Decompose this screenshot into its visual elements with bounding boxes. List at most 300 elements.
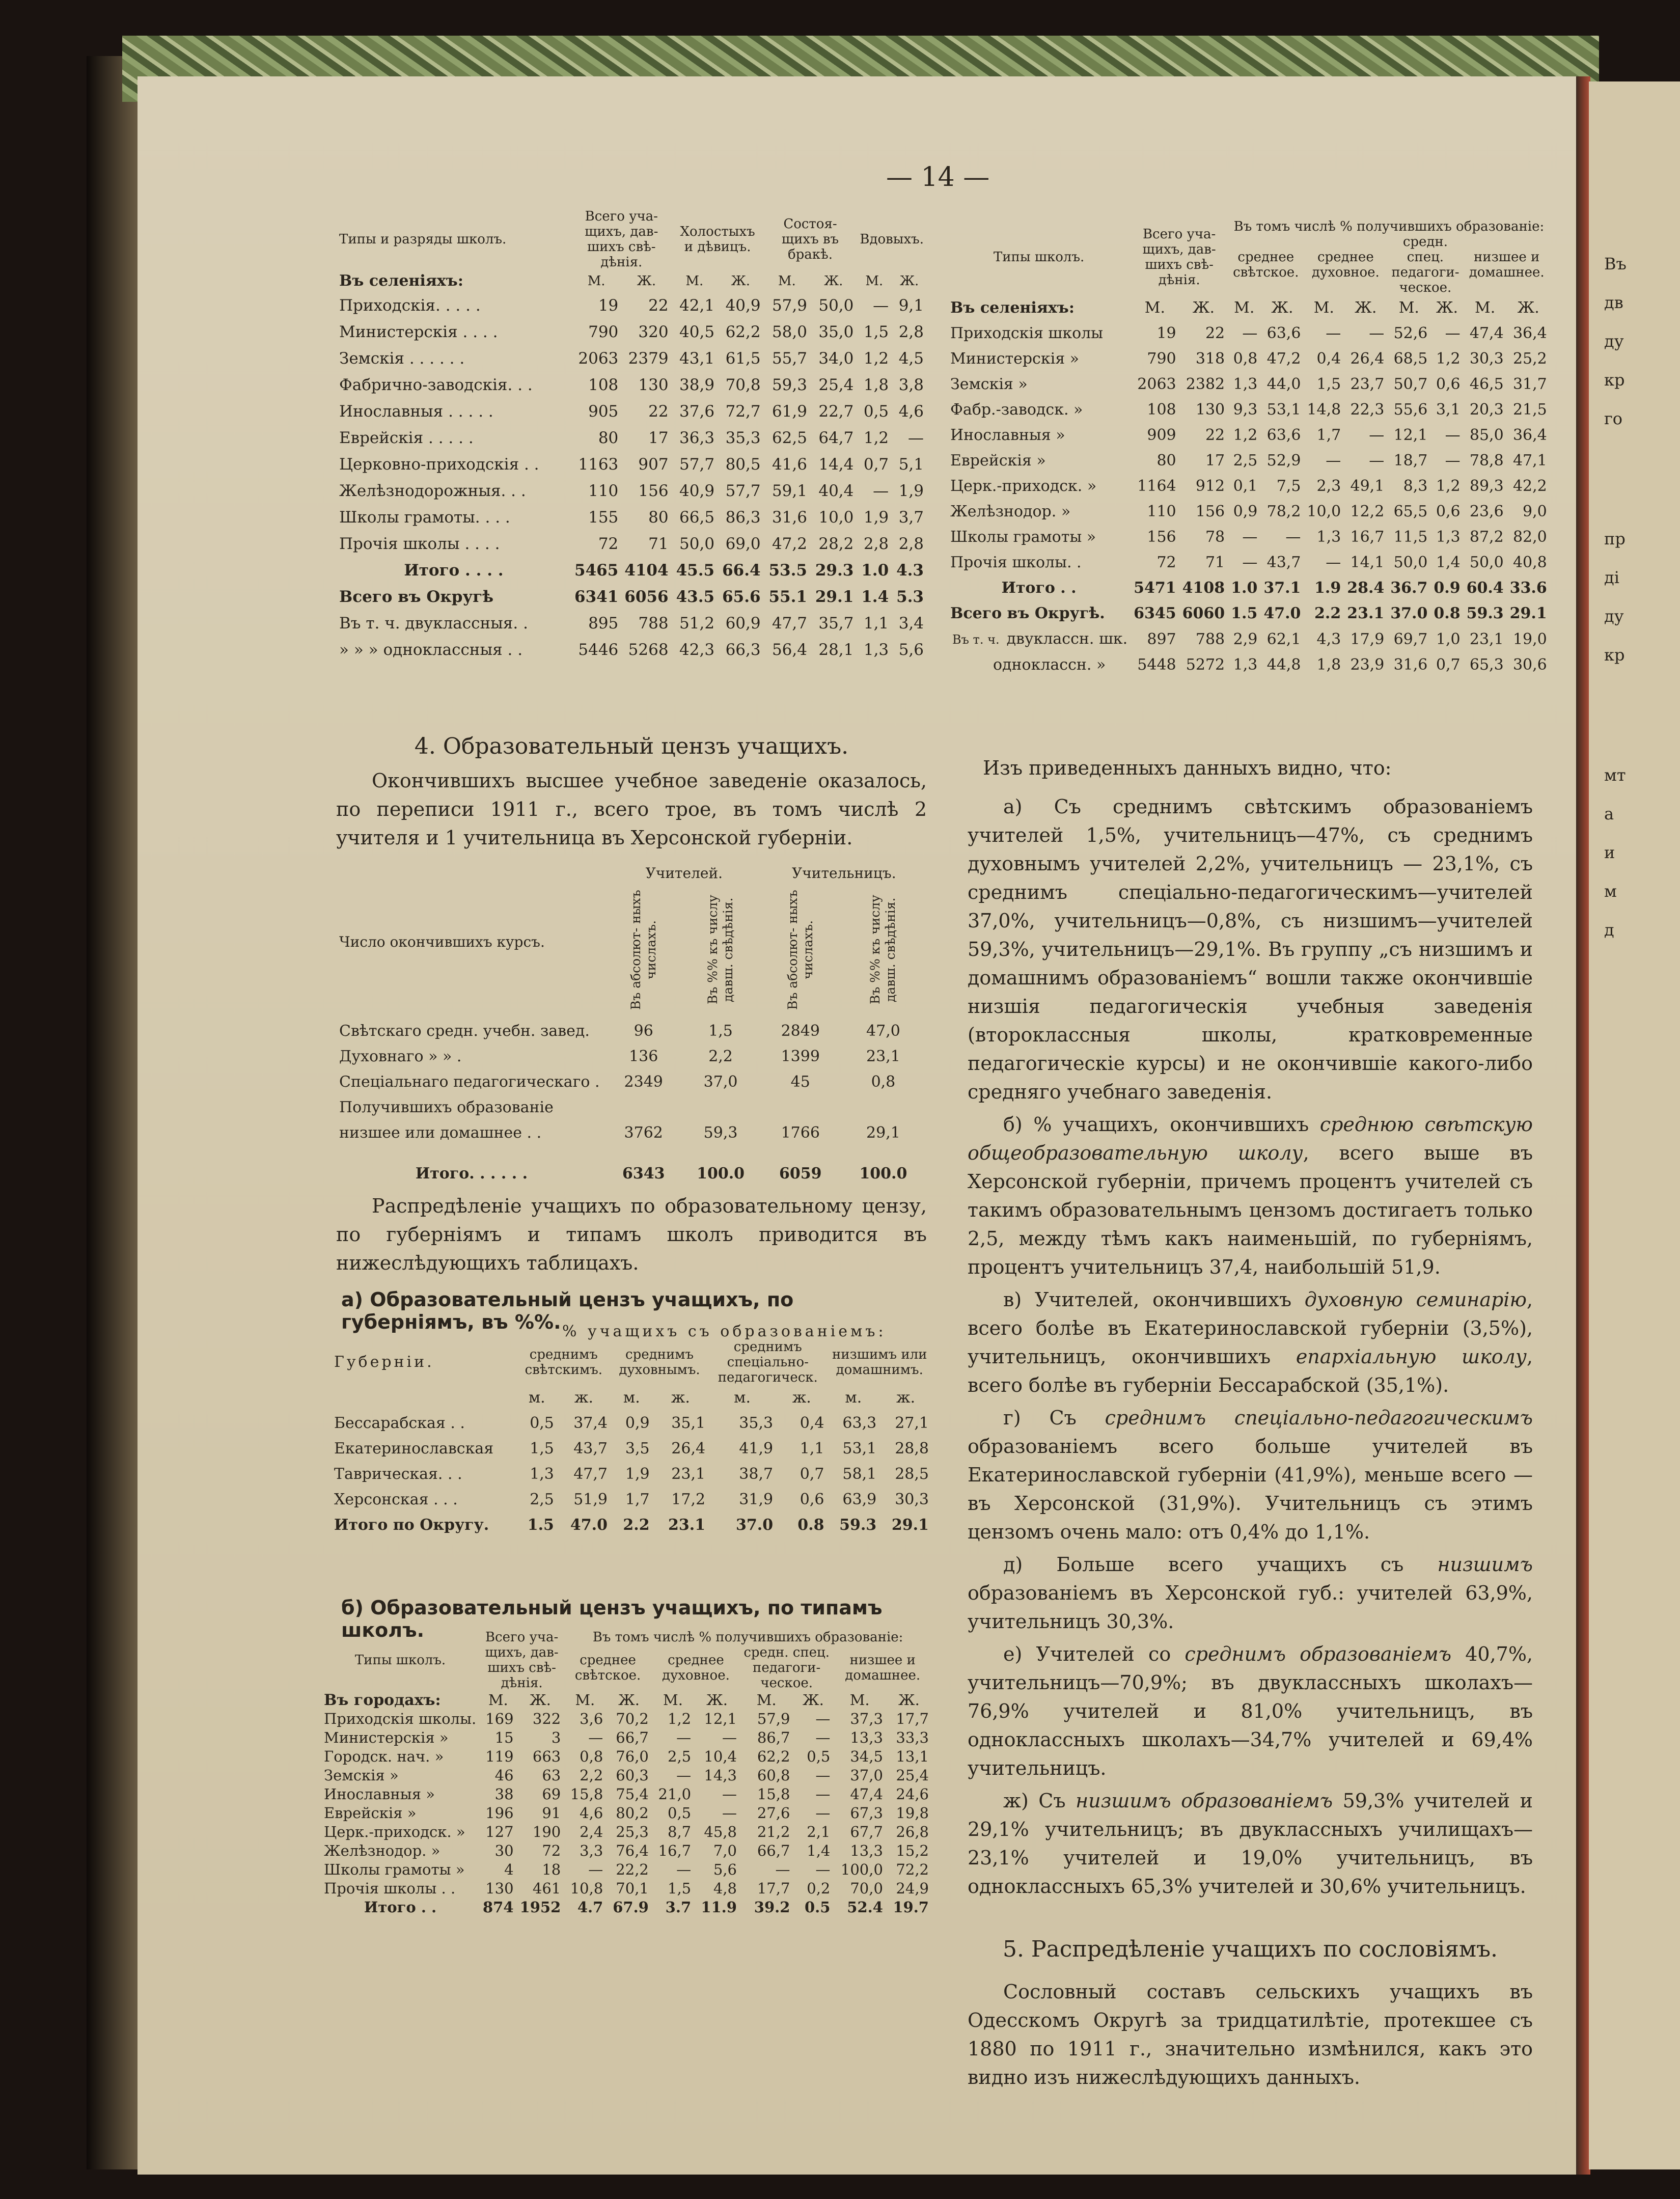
cell: 3,4: [898, 614, 924, 633]
cell: 17: [648, 429, 669, 447]
para-b-em: среднюю свѣтскую общеобразовательную школу: [968, 1113, 1533, 1164]
cell: 50,7: [1393, 375, 1428, 393]
sub-header: ж.: [896, 1389, 916, 1407]
cell: 87,2: [1469, 528, 1504, 546]
para-b-1: б) % учащихъ, окончившихъ: [1003, 1113, 1320, 1136]
sub-header: Ж.: [1271, 299, 1293, 317]
row-label: Церк.-приходск. »: [324, 1823, 465, 1840]
cell: 47.0: [1263, 604, 1301, 622]
cell: 2,5: [668, 1748, 692, 1765]
sub-header: ж.: [574, 1389, 594, 1407]
table-row: [336, 610, 927, 637]
cell: 31,9: [739, 1491, 774, 1508]
cell: 4,6: [898, 402, 924, 421]
sub-header: Ж.: [618, 1691, 640, 1709]
cell: 25,4: [896, 1767, 929, 1784]
cell: 130: [485, 1880, 514, 1897]
brace-label: Въ т. ч.: [952, 633, 1000, 647]
cell: 0,6: [800, 1491, 824, 1508]
table-row: [331, 1411, 932, 1436]
th-a-c0: среднимъ свѣтскимъ.: [525, 1347, 603, 1378]
cell: 62,2: [757, 1748, 790, 1765]
cell: 1.0: [1231, 579, 1258, 597]
table-row: [947, 321, 1550, 346]
row-label: Школы грамоты »: [950, 528, 1096, 546]
cell: 1,2: [1436, 477, 1461, 495]
table-row: [336, 345, 927, 372]
table-row: [321, 1898, 932, 1917]
next-page-fragment: [1589, 81, 1680, 2169]
para-d-1: д) Больше всего учащихъ съ: [1003, 1553, 1438, 1576]
table-row: [336, 504, 927, 531]
edge-fragment: ді: [1604, 568, 1619, 587]
para-zh-em: низшимъ образованіемъ: [1076, 1790, 1333, 1812]
cell: 41,6: [772, 455, 807, 474]
cell: 69: [542, 1785, 561, 1803]
sub-header: М.: [849, 1691, 870, 1709]
th-total: Всего уча- щихъ, дав- шихъ свѣ- дѣнія.: [585, 209, 658, 270]
table-row: [321, 1766, 932, 1785]
sub-header: м.: [623, 1389, 640, 1407]
table-row: [321, 1823, 932, 1841]
cell: 27,1: [895, 1414, 929, 1432]
edge-fragment: а: [1604, 804, 1614, 823]
para-e: [968, 1640, 1533, 1782]
row-label: Въ т. ч. двуклассныя. .: [339, 614, 528, 633]
row-label: Министерскія . . . .: [339, 323, 498, 341]
cell: 28,5: [895, 1465, 929, 1483]
cell: 70,2: [616, 1710, 649, 1727]
cell: 0,4: [1316, 350, 1341, 368]
cell: 72,7: [725, 402, 761, 421]
cell: 37.1: [1263, 579, 1301, 597]
cell: 2382: [1186, 375, 1225, 393]
cell: 1,8: [863, 376, 889, 394]
cell: 24,6: [896, 1785, 929, 1803]
th-widowed: Вдовыхъ.: [860, 232, 924, 247]
cell: 2,3: [1316, 477, 1341, 495]
cell: 42,3: [679, 641, 715, 659]
edge-fragment: д: [1604, 920, 1614, 940]
cell: 16,7: [658, 1842, 692, 1859]
cell: 110: [1147, 503, 1176, 520]
cell: 108: [1147, 401, 1176, 419]
cell: 13,1: [896, 1748, 929, 1765]
cell: 1,1: [800, 1440, 824, 1458]
cell: 0,5: [863, 402, 889, 421]
cell: —: [1369, 324, 1385, 342]
cell: 1,5: [530, 1440, 554, 1458]
cell: 3,5: [625, 1440, 650, 1458]
cell: 1,2: [863, 349, 889, 368]
sub-header: М.: [1144, 299, 1166, 317]
cell: 4.7: [577, 1899, 603, 1916]
binding-edge: [1576, 76, 1590, 2175]
cell: 37.0: [736, 1516, 774, 1534]
cell: 85,0: [1469, 426, 1504, 444]
cell: 30,6: [1512, 656, 1547, 674]
table-ceduc: [336, 866, 927, 1187]
cell: 72: [1156, 554, 1176, 571]
table-row: [331, 1487, 932, 1513]
cell: 31,7: [1512, 375, 1547, 393]
section-label: Въ городахъ:: [324, 1691, 441, 1709]
row-label: Министерскія »: [324, 1729, 449, 1746]
cell: 80,5: [725, 455, 761, 474]
cell: 80: [1156, 452, 1176, 470]
cell: 35,7: [818, 614, 854, 633]
cell: 21,5: [1512, 401, 1547, 419]
cell: 63,9: [842, 1491, 877, 1508]
cell: 4.3: [896, 561, 924, 580]
edge-fragment: ду: [1604, 332, 1624, 351]
cell: 2849: [781, 1022, 820, 1040]
row-label: Свѣтскаго средн. учебн. завед.: [339, 1022, 590, 1040]
sub-header: М.: [587, 273, 605, 289]
cell: 29,1: [866, 1124, 900, 1142]
cell: 1163: [578, 455, 619, 474]
cell: —: [1326, 324, 1341, 342]
cell: —: [1445, 452, 1461, 470]
cell: 55,7: [772, 349, 807, 368]
table-row: [947, 575, 1550, 601]
cell: 21,2: [757, 1823, 790, 1840]
cell: 4,3: [1316, 630, 1341, 648]
cell: 57,7: [725, 482, 761, 500]
cell: 28.4: [1347, 579, 1385, 597]
cell: 47,1: [1512, 452, 1547, 470]
cell: 0,6: [1436, 375, 1461, 393]
sub-header: м.: [845, 1389, 862, 1407]
cell: 7,5: [1276, 477, 1301, 495]
sub-header: м.: [734, 1389, 751, 1407]
cell: 45: [790, 1073, 810, 1091]
cell: 14,3: [704, 1767, 737, 1784]
sub-header: ж.: [792, 1389, 811, 1407]
cell: 39.2: [754, 1899, 790, 1916]
cell: 1,3: [1233, 375, 1258, 393]
cell: 2063: [1137, 375, 1176, 393]
th-b-type: Типы школъ.: [354, 1653, 446, 1668]
sub-header: М.: [575, 1691, 595, 1709]
th-single: Холостыхъ и дѣвицъ.: [680, 224, 755, 255]
cell: —: [1242, 528, 1258, 546]
cell: 19: [1156, 324, 1176, 342]
cell: 0,1: [1233, 477, 1258, 495]
section-row: [336, 270, 927, 292]
table-row: [947, 652, 1550, 678]
cell: 47,0: [866, 1022, 900, 1040]
cell: 1,2: [863, 429, 889, 447]
section-row: [947, 295, 1550, 321]
cell: 71: [1205, 554, 1225, 571]
table-row: [336, 372, 927, 398]
cell: 1,5: [668, 1880, 692, 1897]
para-v-1: в) Учителей, окончившихъ: [1003, 1288, 1305, 1311]
cell: 33.6: [1509, 579, 1547, 597]
cell: 10,0: [818, 508, 854, 527]
cell: —: [1369, 452, 1385, 470]
cell: 788: [1195, 630, 1225, 648]
section-row: [321, 1691, 932, 1710]
table-row: [321, 1841, 932, 1860]
cell: 1,5: [708, 1022, 733, 1040]
sub-header: Ж.: [1192, 299, 1215, 317]
section4-para1: Окончившихъ высшее учебное заведеніе оказалось, по переписи 1911 г., всего трое, въ томъ числѣ 2 учителя и 1 учительница въ Херсонской губерніи.: [336, 769, 927, 849]
cell: 63,6: [1266, 426, 1301, 444]
row-label: Итого . .: [1001, 579, 1077, 597]
cell: 91: [542, 1804, 561, 1822]
row-label: Приходскія школы: [950, 324, 1104, 342]
table-row: [947, 397, 1550, 423]
th-a-c2: среднимъ спеціально- педагогическ.: [718, 1339, 818, 1385]
cell: 0.8: [1434, 604, 1461, 622]
th-group-teachers: Учителей.: [645, 865, 723, 882]
cell: 22,7: [818, 402, 854, 421]
cell: 45,8: [704, 1823, 737, 1840]
sub-header: ж.: [671, 1389, 690, 1407]
row-label: Получившихъ образованіе низшее или домашнее . .: [339, 1098, 554, 1142]
section-label: Въ селеніяхъ:: [339, 272, 463, 290]
cell: 76,4: [616, 1842, 649, 1859]
cell: 17,9: [1350, 630, 1385, 648]
row-label: Итого . .: [364, 1899, 437, 1916]
cell: 60.4: [1466, 579, 1504, 597]
sub-header: Ж.: [637, 273, 656, 289]
cell: 57,9: [772, 296, 807, 315]
cell: 61,5: [725, 349, 761, 368]
row-label: Фабрично-заводскія. . .: [339, 376, 533, 394]
cell: 36.7: [1390, 579, 1428, 597]
cell: 37,4: [573, 1414, 608, 1432]
cell: 1,5: [863, 323, 889, 341]
cell: —: [676, 1767, 692, 1784]
cell: 0,7: [800, 1465, 824, 1483]
cell: 4108: [1182, 579, 1225, 597]
para-v-3: , всего болѣе въ губерніи Бессарабской (35,1%).: [968, 1345, 1533, 1396]
table-row: [321, 1804, 932, 1823]
para-d-em: низшимъ: [1437, 1553, 1533, 1576]
cell: 9,0: [1523, 503, 1547, 520]
cell: 14,8: [1307, 401, 1341, 419]
row-label: » » » одноклассныя . .: [339, 641, 523, 659]
cell: 909: [1147, 426, 1176, 444]
sub-header: М.: [685, 273, 704, 289]
cell: 38,7: [739, 1465, 774, 1483]
cell: 38: [494, 1785, 514, 1803]
cell: 663: [532, 1748, 561, 1765]
cell: —: [815, 1729, 831, 1746]
cell: 9,3: [1233, 401, 1258, 419]
cell: 0,8: [1233, 350, 1258, 368]
cell: 1.5: [527, 1516, 554, 1534]
para-e-2: 40,7%, учительницъ—70,9%; въ двуклассныхъ школахъ—76,9% учителей и 81,0% учительницъ, въ одноклассныхъ школахъ—34,7% учителей и 69,4% учительницъ.: [968, 1643, 1533, 1779]
cell: 27,6: [757, 1804, 790, 1822]
table-row: [947, 372, 1550, 397]
cell: 66.4: [722, 561, 761, 580]
cell: —: [815, 1804, 831, 1822]
cell: 156: [1195, 503, 1225, 520]
row-label: Фабр.-заводск. »: [950, 401, 1083, 419]
cell: 1,3: [1233, 656, 1258, 674]
sub-header: Ж.: [823, 273, 843, 289]
cell: 2,2: [580, 1767, 603, 1784]
cell: 2,8: [898, 323, 924, 341]
cell: —: [722, 1804, 737, 1822]
cell: 52,6: [1393, 324, 1428, 342]
cell: 70,0: [850, 1880, 883, 1897]
para-e-em: среднимъ образованіемъ: [1185, 1643, 1452, 1665]
cell: 0.9: [1434, 579, 1461, 597]
edge-fragment: Въ: [1604, 254, 1627, 273]
cell: 912: [1195, 477, 1225, 495]
cell: 1,9: [863, 508, 889, 527]
cell: 15,8: [570, 1785, 603, 1803]
cell: 17,7: [896, 1710, 929, 1727]
cell: 156: [1147, 528, 1176, 546]
cell: 0,5: [530, 1414, 554, 1432]
cell: 461: [532, 1880, 561, 1897]
cell: 31,6: [1393, 656, 1428, 674]
cell: 5471: [1134, 579, 1176, 597]
cell: 28,8: [895, 1440, 929, 1458]
row-label: Въ т. ч. двуклассн. шк.: [952, 630, 1128, 648]
cell: 68,5: [1393, 350, 1428, 368]
cell: 23,6: [1469, 503, 1504, 520]
sub-header: М.: [778, 273, 796, 289]
cell: 24,9: [896, 1880, 929, 1897]
th-c-c1: среднее духовное.: [1311, 250, 1380, 280]
cell: 1399: [781, 1048, 820, 1065]
cell: 47,7: [573, 1465, 608, 1483]
cell: 28,1: [818, 641, 854, 659]
cell: 78: [1205, 528, 1225, 546]
cell: 80,2: [616, 1804, 649, 1822]
cell: 43,7: [573, 1440, 608, 1458]
table-row: [331, 1436, 932, 1462]
page-number: — 14 —: [886, 162, 990, 193]
cell: 23,1: [1469, 630, 1504, 648]
cell: 5272: [1186, 656, 1225, 674]
para-v: [968, 1285, 1533, 1399]
cell: 43,1: [679, 349, 715, 368]
sub-header: М.: [488, 1691, 508, 1709]
cell: 34,0: [818, 349, 854, 368]
cell: —: [1445, 426, 1461, 444]
cell: 18: [542, 1861, 561, 1878]
cell: 3,7: [898, 508, 924, 527]
cell: 56,4: [772, 641, 807, 659]
cell: 78,2: [1266, 503, 1301, 520]
cell: —: [815, 1861, 831, 1878]
cell: 51,9: [573, 1491, 608, 1508]
cell: 11.9: [701, 1899, 737, 1916]
cell: 2.2: [1314, 604, 1341, 622]
cell: 61,9: [772, 402, 807, 421]
para-v-2: , всего болѣе въ Екатеринославской губерніи (3,5%), учительницъ, окончившихъ: [968, 1288, 1533, 1368]
edge-fragment: кр: [1604, 645, 1625, 665]
cell: 907: [638, 455, 669, 474]
cell: —: [1242, 554, 1258, 571]
cell: 897: [1147, 630, 1176, 648]
cell: 47,4: [1469, 324, 1504, 342]
cell: 37,0: [703, 1073, 738, 1091]
cell: 14,1: [1350, 554, 1385, 571]
cell: 0.5: [804, 1899, 831, 1916]
cell: 40,5: [679, 323, 715, 341]
blank-cell: [331, 1385, 517, 1411]
cell: —: [722, 1729, 737, 1746]
cell: 0,9: [1233, 503, 1258, 520]
cell: 874: [483, 1899, 514, 1916]
para-e-1: е) Учителей со: [1003, 1643, 1185, 1665]
cell: 43,7: [1266, 554, 1301, 571]
cell: —: [722, 1785, 737, 1803]
cell: 42,1: [679, 296, 715, 315]
row-label: Прочія школы. .: [950, 554, 1082, 571]
cell: 8,7: [668, 1823, 692, 1840]
cell: 1.9: [1314, 579, 1341, 597]
cell: —: [588, 1861, 603, 1878]
para-d-2: образованіемъ въ Херсонской губ.: учителей 63,9%, учительницъ 30,3%.: [968, 1582, 1533, 1633]
cell: 86,7: [757, 1729, 790, 1746]
th-group-women: Учительницъ.: [792, 865, 896, 882]
sub-header: Ж.: [1517, 299, 1539, 317]
cell: 53.5: [768, 561, 807, 580]
cell: 35,3: [725, 429, 761, 447]
th-a-c1: среднимъ духовнымъ.: [619, 1347, 700, 1378]
cell: 10,0: [1307, 503, 1341, 520]
cell: 15,8: [757, 1785, 790, 1803]
cell: 12,1: [1393, 426, 1428, 444]
para-v-em2: епархіальную школу: [1296, 1345, 1527, 1368]
cell: 66,7: [757, 1842, 790, 1859]
sub-header: М.: [1398, 299, 1419, 317]
cell: 29.3: [815, 561, 854, 580]
cell: 5,1: [898, 455, 924, 474]
cell: 23.1: [668, 1516, 706, 1534]
cell: —: [873, 482, 889, 500]
cell: 35,0: [818, 323, 854, 341]
edge-fragment: м: [1604, 882, 1617, 901]
cell: 65.6: [722, 588, 761, 606]
table-row: [331, 1513, 932, 1538]
cell: 4,6: [580, 1804, 603, 1822]
cell: 0,8: [580, 1748, 603, 1765]
edge-fragment: дв: [1604, 293, 1623, 312]
cell: 35,1: [671, 1414, 706, 1432]
cell: 2,5: [530, 1491, 554, 1508]
cell: 0.8: [797, 1516, 824, 1534]
table-row: [336, 531, 927, 557]
cell: 45.5: [676, 561, 715, 580]
th-b-c3: низшее и домашнее.: [845, 1653, 921, 1683]
cell: 3762: [624, 1124, 663, 1142]
cell: 2,8: [863, 535, 889, 553]
cell: 58,1: [842, 1465, 877, 1483]
cell: 25,2: [1512, 350, 1547, 368]
th-c-group: Въ томъ числѣ % получившихъ образованіе:: [1233, 219, 1545, 234]
cell: 22,3: [1350, 401, 1385, 419]
cell: 11,5: [1393, 528, 1428, 546]
cell: 62,2: [725, 323, 761, 341]
cell: 19,8: [896, 1804, 929, 1822]
cell: 4: [504, 1861, 514, 1878]
cell: 2.2: [623, 1516, 650, 1534]
cell: 65,3: [1469, 656, 1504, 674]
sub-header: М.: [1234, 299, 1255, 317]
cell: 9,1: [898, 296, 924, 315]
